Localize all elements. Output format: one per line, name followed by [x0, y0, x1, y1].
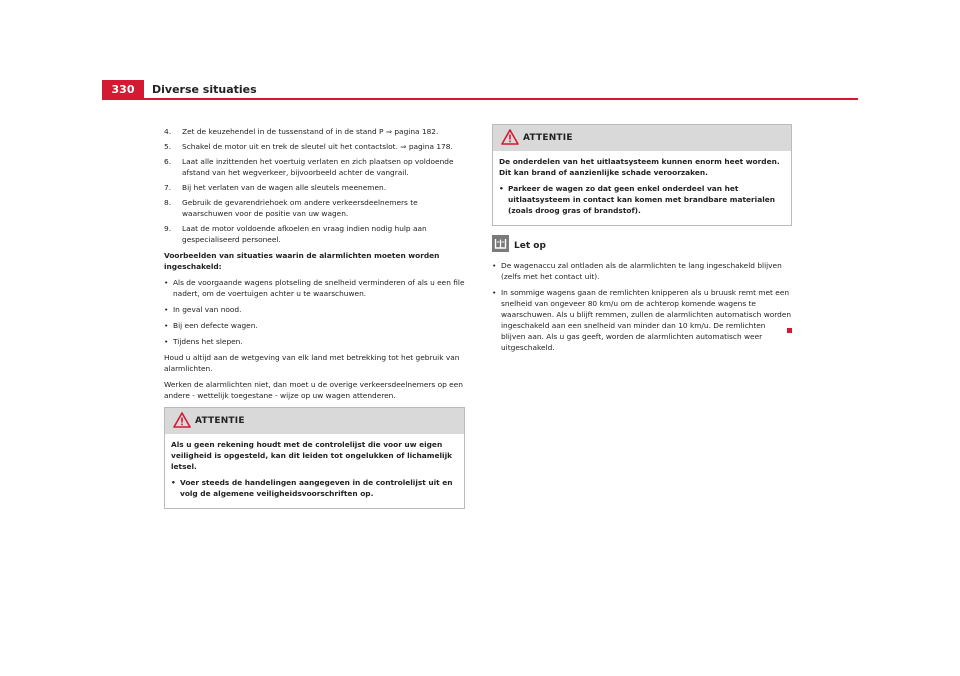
warning-triangle-icon — [173, 412, 191, 428]
bullet-dot: • — [164, 337, 169, 346]
warning-box — [164, 407, 465, 509]
list-item-text: Als de voorgaande wagens plotseling de snelheid verminderen of als u een file nadert, om de voertuigen achter u te waarschuwen. — [173, 278, 465, 298]
list-item — [164, 304, 465, 315]
bullet-dot: • — [164, 278, 169, 287]
left-column — [164, 126, 465, 509]
warning-body — [493, 151, 791, 225]
note-bullet-text: In sommige wagens gaan de remlichten knipperen als u bruusk remt met een snelheid van ongeveer 80 km/u om de achterop komende wagens te waarschuwen. Als u blijft remmen, zullen de alarmlichten automatisch worden ingeschakeld aan een snelheid van minder dan 10 km/u. De remlichten blijven aan. Als u gas geeft, worden de alarmlichten automatisch weer uitgeschakeld. — [501, 288, 792, 352]
warning-bullet — [499, 183, 785, 216]
step-text: Gebruik de gevarendriehoek om andere verkeersdeelnemers te waarschuwen voor de positie van uw wagen. — [182, 198, 418, 218]
warning-title: ATTENTIE — [523, 133, 573, 143]
section-title: Diverse situaties — [152, 83, 257, 96]
legislation-paragraph: Houd u altijd aan de wetgeving van elk land met betrekking tot het gebruik van alarmlichten. — [164, 353, 460, 373]
header-rule — [144, 98, 858, 100]
warning-box — [492, 124, 792, 226]
warning-title: ATTENTIE — [195, 416, 245, 426]
warning-bullet-text: Voer steeds de handelingen aangegeven in de controlelijst uit en volg de algemene veiligheidsvoorschriften op. — [180, 478, 453, 498]
warning-text: De onderdelen van het uitlaatsysteem kunnen enorm heet worden. Dit kan brand of aanzienlijke schade veroorzaken. — [499, 157, 780, 177]
note-bullet-text: De wagenaccu zal ontladen als de alarmlichten te lang ingeschakeld blijven (zelfs met het contact uit). — [501, 261, 782, 281]
step-number: 6. — [164, 157, 172, 166]
step-text: Zet de keuzehendel in de tussenstand of in de stand P ⇒ pagina 182. — [182, 127, 439, 136]
list-item-text: Tijdens het slepen. — [173, 337, 243, 346]
list-item-text: In geval van nood. — [173, 305, 242, 314]
step-number: 5. — [164, 142, 172, 151]
warning-header — [165, 408, 464, 434]
step-number: 8. — [164, 198, 172, 207]
step-item — [164, 223, 465, 245]
warning-bullet — [171, 477, 458, 499]
warning-body — [165, 434, 464, 508]
examples-heading: Voorbeelden van situaties waarin de alarmlichten moeten worden ingeschakeld: — [164, 251, 440, 271]
warning-header — [493, 125, 791, 151]
step-item — [164, 182, 465, 193]
step-text: Schakel de motor uit en trek de sleutel uit het contactslot. ⇒ pagina 178. — [182, 142, 453, 151]
step-text: Laat alle inzittenden het voertuig verlaten en zich plaatsen op voldoende afstand van het wegverkeer, bijvoorbeeld achter de vangrail. — [182, 157, 454, 177]
list-item — [164, 277, 465, 299]
bullet-dot: • — [164, 321, 169, 330]
list-item — [164, 320, 465, 331]
warning-bullet-text: Parkeer de wagen zo dat geen enkel onderdeel van het uitlaatsysteem in contact kan komen met brandbare materialen (zoals droog gras of brandstof). — [508, 184, 775, 215]
fallback-paragraph: Werken de alarmlichten niet, dan moet u de overige verkeersdeelnemers op een andere - wettelijk toegestane - wijze op uw wagen attenderen. — [164, 380, 463, 400]
step-item — [164, 197, 465, 219]
step-item — [164, 156, 465, 178]
note-book-icon — [492, 235, 509, 252]
right-column — [492, 124, 792, 358]
section-end-marker — [787, 328, 792, 333]
note-title: Let op — [514, 241, 546, 251]
steps-list — [164, 126, 465, 245]
page-number: 330 — [102, 80, 144, 100]
note-bullet — [492, 287, 792, 353]
warning-text: Als u geen rekening houdt met de controlelijst die voor uw eigen veiligheid is opgesteld, kan dit leiden tot ongelukken of lichamelijk letsel. — [171, 440, 453, 471]
bullet-dot: • — [492, 261, 497, 270]
bullet-dot: • — [499, 184, 504, 193]
bullet-dot: • — [164, 305, 169, 314]
step-number: 7. — [164, 183, 172, 192]
step-number: 9. — [164, 224, 172, 233]
step-item — [164, 141, 465, 152]
step-text: Bij het verlaten van de wagen alle sleutels meenemen. — [182, 183, 387, 192]
bullet-dot: • — [492, 288, 497, 297]
page-header — [0, 80, 960, 100]
warning-triangle-icon — [501, 129, 519, 145]
list-item-text: Bij een defecte wagen. — [173, 321, 258, 330]
note-header — [492, 235, 792, 257]
step-text: Laat de motor voldoende afkoelen en vraag indien nodig hulp aan gespecialiseerd personeel. — [182, 224, 427, 244]
bullet-dot: • — [171, 478, 176, 487]
note-bullet — [492, 260, 792, 282]
list-item — [164, 336, 465, 347]
step-item — [164, 126, 465, 137]
step-number: 4. — [164, 127, 172, 136]
